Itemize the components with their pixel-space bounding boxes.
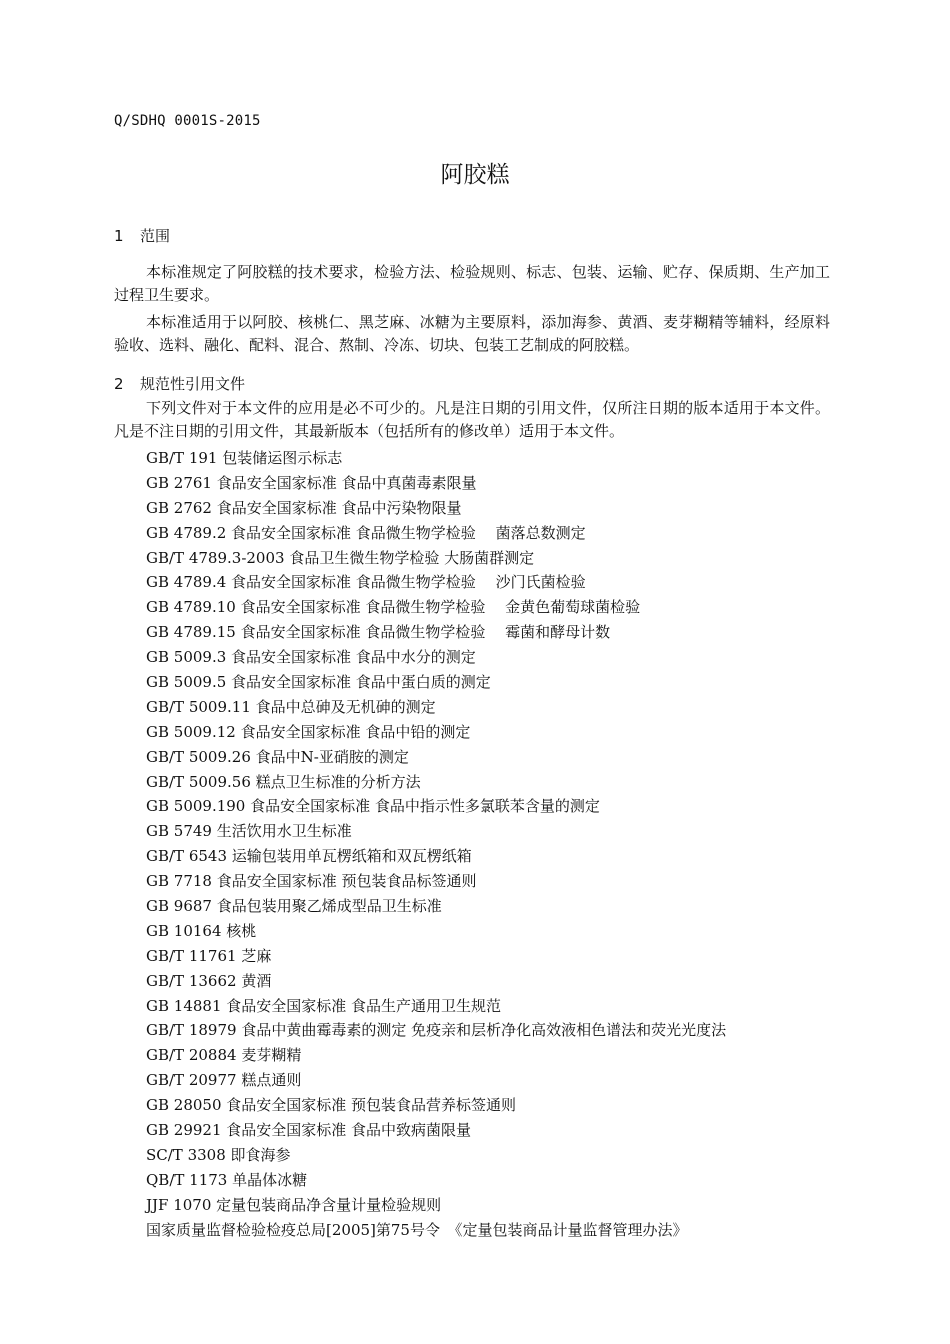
section-title: 范围 (140, 227, 171, 245)
reference-item: GB 28050 食品安全国家标准 预包装食品营养标签通则 (146, 1096, 517, 1115)
reference-item: GB/T 13662 黄酒 (146, 971, 272, 990)
reference-item: GB 4789.15 食品安全国家标准 食品微生物学检验 霉菌和酵母计数 (146, 623, 611, 642)
reference-item: GB 29921 食品安全国家标准 食品中致病菌限量 (146, 1121, 472, 1140)
reference-item: GB 5009.3 食品安全国家标准 食品中水分的测定 (146, 648, 476, 667)
reference-item: GB 4789.4 食品安全国家标准 食品微生物学检验 沙门氏菌检验 (146, 573, 586, 592)
reference-item: GB/T 191 包装储运图示标志 (146, 449, 343, 467)
document-title: 阿胶糕 (440, 162, 510, 188)
reference-item: GB 10164 核桃 (146, 921, 257, 940)
reference-item: SC/T 3308 即食海参 (146, 1145, 291, 1164)
reference-item: GB/T 20884 麦芽糊精 (146, 1046, 302, 1065)
reference-item: GB 2762 食品安全国家标准 食品中污染物限量 (146, 498, 462, 517)
reference-item: GB 9687 食品包装用聚乙烯成型品卫生标准 (146, 897, 442, 916)
reference-item: GB 4789.2 食品安全国家标准 食品微生物学检验 菌落总数测定 (146, 523, 586, 542)
reference-item: GB 4789.10 食品安全国家标准 食品微生物学检验 金黄色葡萄球菌检验 (146, 598, 641, 617)
reference-list (146, 446, 726, 1243)
reference-item: QB/T 1173 单晶体冰糖 (146, 1170, 308, 1189)
reference-item: GB/T 11761 芝麻 (146, 946, 272, 965)
section-number: 1 (114, 227, 124, 245)
reference-item: GB/T 20977 糕点通则 (146, 1071, 302, 1090)
scope-paragraph-2: 本标准适用于以阿胶、核桃仁、黑芝麻、冰糖为主要原料，添加海参、黄酒、麦芽糊精等辅料，经原料验收、选料、融化、配料、混合、熬制、冷冻、切块、包装工艺制成的阿胶糕。 (114, 313, 830, 354)
reference-item: GB/T 5009.56 糕点卫生标准的分析方法 (146, 772, 421, 791)
reference-item: 国家质量监督检验检疫总局[2005]第75号令 《定量包装商品计量监督管理办法》 (146, 1220, 688, 1239)
reference-item: GB 5009.5 食品安全国家标准 食品中蛋白质的测定 (146, 673, 491, 692)
reference-item: GB 5009.12 食品安全国家标准 食品中铅的测定 (146, 722, 471, 741)
reference-item: GB/T 4789.3-2003 食品卫生微生物学检验 大肠菌群测定 (146, 548, 535, 567)
section-heading-scope (114, 225, 170, 246)
reference-item: GB 5749 生活饮用水卫生标准 (146, 822, 352, 841)
standard-code: Q/SDHQ 0001S-2015 (114, 113, 261, 129)
scope-paragraph-1: 本标准规定了阿胶糕的技术要求，检验方法、检验规则、标志、包装、运输、贮存、保质期、生产加工过程卫生要求。 (114, 263, 830, 304)
reference-item: JJF 1070 定量包装商品净含量计量检验规则 (146, 1195, 442, 1214)
reference-item: GB/T 5009.11 食品中总砷及无机砷的测定 (146, 697, 436, 716)
references-intro-paragraph: 下列文件对于本文件的应用是必不可少的。凡是注日期的引用文件，仅所注日期的版本适用于本文件。凡是不注日期的引用文件，其最新版本（包括所有的修改单）适用于本文件。 (114, 399, 830, 440)
reference-item: GB 5009.190 食品安全国家标准 食品中指示性多氯联苯含量的测定 (146, 797, 600, 816)
section-title: 规范性引用文件 (140, 375, 246, 393)
reference-item: GB 7718 食品安全国家标准 预包装食品标签通则 (146, 872, 477, 891)
section-number: 2 (114, 375, 124, 393)
reference-item: GB/T 6543 运输包装用单瓦楞纸箱和双瓦楞纸箱 (146, 847, 472, 866)
section-heading-normative-references (114, 373, 245, 394)
reference-item: GB/T 5009.26 食品中N-亚硝胺的测定 (146, 747, 409, 766)
reference-item: GB 14881 食品安全国家标准 食品生产通用卫生规范 (146, 996, 502, 1015)
reference-item: GB 2761 食品安全国家标准 食品中真菌毒素限量 (146, 473, 477, 492)
reference-item: GB/T 18979 食品中黄曲霉毒素的测定 免疫亲和层析净化高效液相色谱法和荧光光度法 (146, 1021, 727, 1040)
